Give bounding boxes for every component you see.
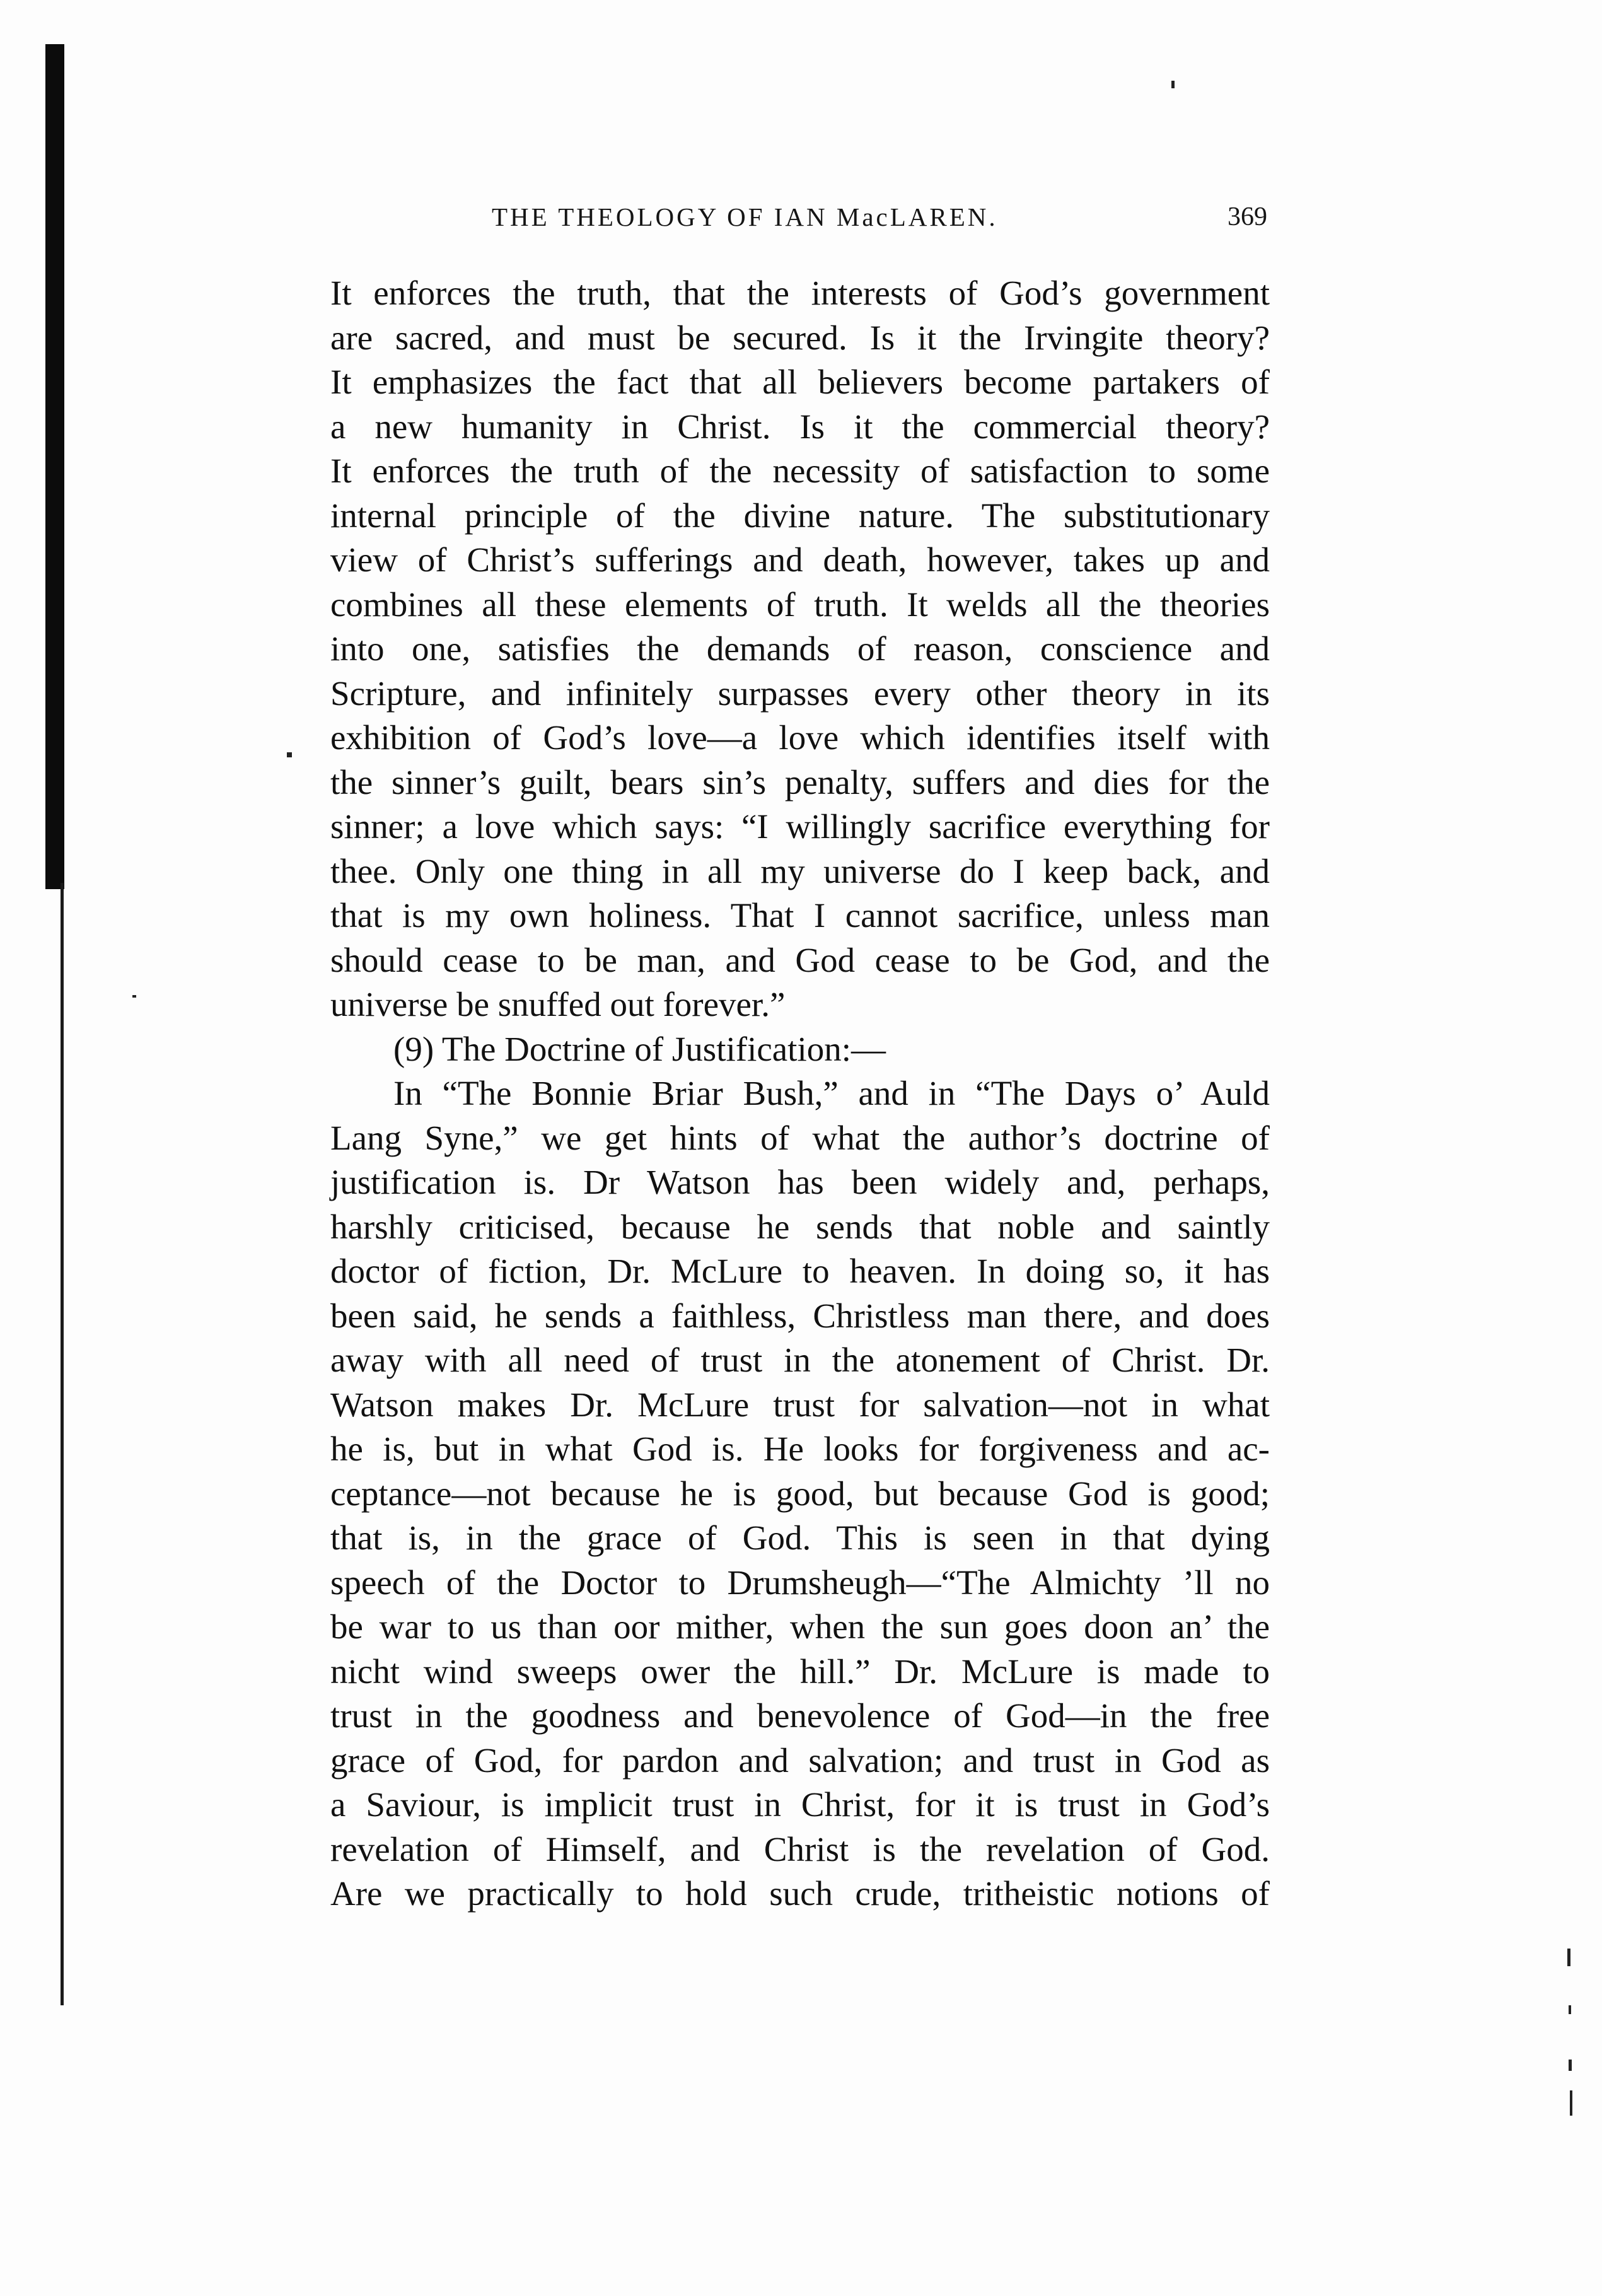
binding-shadow xyxy=(45,44,64,889)
scan-speck xyxy=(1569,2005,1571,2014)
scan-speck xyxy=(1570,2090,1572,2116)
text-line: thee. Only one thing in all my universe do I keep back, and xyxy=(330,851,1270,890)
text-line: It enforces the truth of the necessity of satisfaction to some xyxy=(330,452,1270,490)
scan-speck xyxy=(132,995,136,998)
scan-speck xyxy=(1171,81,1175,88)
text-line: It emphasizes the fact that all believers become partakers of xyxy=(330,363,1270,401)
text-line: In “The Bonnie Briar Bush,” and in “The Days o’ Auld xyxy=(393,1074,1270,1112)
text-line: revelation of Himself, and Christ is the revelation of God. xyxy=(330,1829,1270,1868)
text-line: trust in the goodness and benevolence of God—in the free xyxy=(330,1696,1270,1735)
scan-speck xyxy=(1567,1949,1570,1966)
text-line: he is, but in what God is. He looks for forgiveness and ac- xyxy=(330,1430,1270,1468)
scan-speck xyxy=(1569,2060,1572,2071)
text-line: Lang Syne,” we get hints of what the author’s doctrine of xyxy=(330,1118,1270,1157)
text-line: a Saviour, is implicit trust in Christ, for it is trust in God’s xyxy=(330,1785,1270,1824)
text-line: speech of the Doctor to Drumsheugh—“The Almichty ’ll no xyxy=(330,1563,1270,1602)
text-line: a new humanity in Christ. Is it the commercial theory? xyxy=(330,407,1270,446)
text-line: should cease to be man, and God cease to be God, and the xyxy=(330,940,1270,979)
text-line: Scripture, and infinitely surpasses every other theory in its xyxy=(330,673,1270,713)
text-line: doctor of fiction, Dr. McLure to heaven. In doing so, it has xyxy=(330,1252,1270,1290)
text-line: harshly criticised, because he sends that noble and saintly xyxy=(330,1207,1270,1246)
page-body xyxy=(330,271,1270,1916)
text-line: the sinner’s guilt, bears sin’s penalty, suffers and dies for the xyxy=(330,762,1270,801)
text-line: that is, in the grace of God. This is seen in that dying xyxy=(330,1518,1270,1557)
text-line: into one, satisfies the demands of reason, conscience and xyxy=(330,629,1270,668)
text-line: Are we practically to hold such crude, tritheistic notions of xyxy=(330,1874,1270,1913)
page-header xyxy=(334,202,1267,252)
text-line: justification is. Dr Watson has been widely and, perhaps, xyxy=(330,1163,1270,1201)
text-line: internal principle of the divine nature. The substitutionary xyxy=(330,496,1270,535)
binding-edge-line xyxy=(61,883,64,2005)
text-line: are sacred, and must be secured. Is it the Irvingite theory? xyxy=(330,318,1270,357)
text-line: that is my own holiness. That I cannot sacrifice, unless man xyxy=(330,896,1270,935)
text-line: universe be snuffed out forever.” xyxy=(330,985,786,1023)
text-line: view of Christ’s sufferings and death, however, takes up and xyxy=(330,540,1270,579)
text-line: ceptance—not because he is good, but because God is good; xyxy=(330,1474,1270,1513)
text-line: nicht wind sweeps ower the hill.” Dr. McLure is made to xyxy=(330,1652,1270,1691)
text-line: exhibition of God’s love—a love which identifies itself with xyxy=(330,718,1270,757)
text-line: be war to us than oor mither, when the sun goes doon an’ the xyxy=(330,1607,1270,1646)
text-line: away with all need of trust in the atonement of Christ. Dr. xyxy=(330,1341,1270,1379)
text-line: It enforces the truth, that the interests of God’s government xyxy=(330,274,1270,312)
running-title: THE THEOLOGY OF IAN MacLAREN. xyxy=(492,202,998,231)
text-line: Watson makes Dr. McLure trust for salvation—not in what xyxy=(330,1385,1270,1424)
text-line: grace of God, for pardon and salvation; and trust in God as xyxy=(330,1740,1270,1780)
text-line: sinner; a love which says: “I willingly sacrifice everything for xyxy=(330,807,1270,846)
text-line: combines all these elements of truth. It welds all the theories xyxy=(330,585,1270,624)
page-number: 369 xyxy=(1228,202,1267,231)
section-heading: (9) The Doctrine of Justification:— xyxy=(393,1029,886,1068)
scan-speck xyxy=(287,752,292,757)
text-line: been said, he sends a faithless, Christless man there, and does xyxy=(330,1296,1270,1335)
